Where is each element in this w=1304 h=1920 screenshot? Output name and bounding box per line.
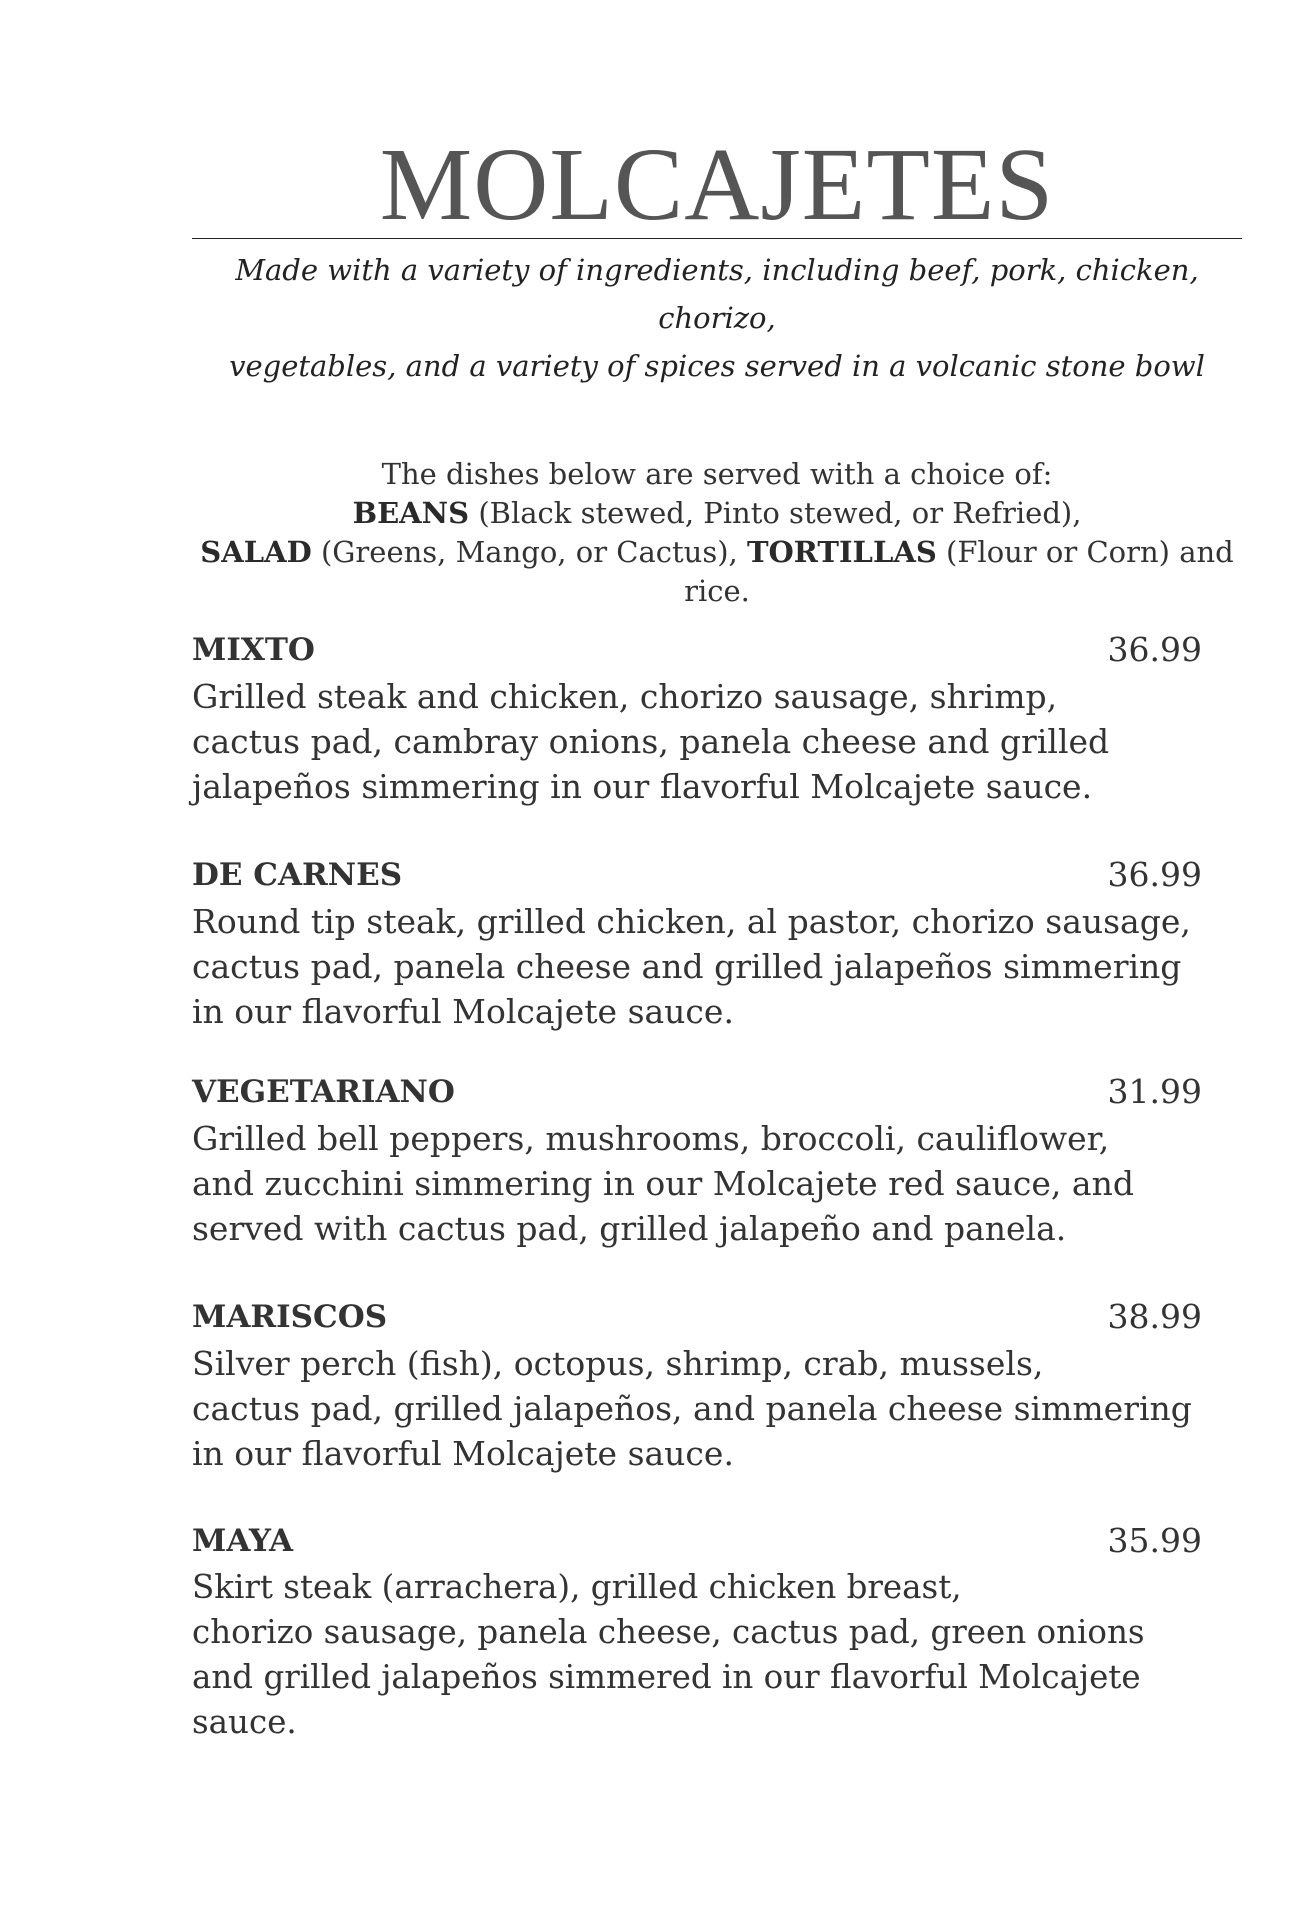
menu-item-maya (192, 1519, 1252, 1745)
item-price: 38.99 (1107, 1297, 1202, 1336)
item-description: Skirt steak (arrachera), grilled chicken breast, chorizo sausage, panela cheese, cactus pad, green onions and grilled jalapeños simmered in our flavorful Molcajete sauce. (192, 1568, 1145, 1741)
item-price: 35.99 (1107, 1521, 1202, 1560)
item-name: MARISCOS (192, 1299, 388, 1335)
item-description: Grilled bell peppers, mushrooms, broccoli, cauliflower, and zucchini simmering in our Molcajete red sauce, and served with cactus pad, grilled jalapeño and panela. (192, 1119, 1134, 1248)
tortillas-options: (Flour or Corn) and rice. (684, 535, 1234, 608)
choice-intro: The dishes below are served with a choice of: (381, 457, 1053, 491)
item-description: Silver perch (fish), octopus, shrimp, crab, mussels, cactus pad, grilled jalapeños, and panela cheese simmering in our flavorful Molcajete sauce. (192, 1344, 1192, 1473)
item-name: MAYA (192, 1523, 294, 1559)
tortillas-label: TORTILLAS (746, 535, 937, 569)
title-divider (192, 238, 1242, 239)
item-price: 36.99 (1107, 855, 1202, 894)
sides-choice-note (180, 455, 1254, 611)
item-name: VEGETARIANO (192, 1074, 455, 1110)
salad-label: SALAD (200, 535, 312, 569)
item-price: 31.99 (1107, 1072, 1202, 1111)
page-title: MOLCAJETES (379, 127, 1055, 242)
beans-options: (Black stewed, Pinto stewed, or Refried), (469, 496, 1082, 530)
menu-item-mixto (192, 628, 1202, 809)
item-price: 36.99 (1107, 630, 1202, 669)
salad-options: (Greens, Mango, or Cactus), (311, 535, 747, 569)
menu-item-mariscos (192, 1295, 1202, 1476)
choice-salad-tortillas-line (180, 533, 1254, 611)
item-description: Round tip steak, grilled chicken, al pastor, chorizo sausage, cactus pad, panela cheese and grilled jalapeños simmering in our flavorful Molcajete sauce. (192, 902, 1191, 1031)
section-subtitle (180, 246, 1254, 390)
menu-item-de-carnes (192, 853, 1202, 1034)
beans-label: BEANS (352, 496, 470, 530)
menu-item-vegetariano (192, 1070, 1202, 1251)
item-name: DE CARNES (192, 857, 403, 893)
choice-beans-line (180, 494, 1254, 533)
item-name: MIXTO (192, 632, 315, 668)
item-description: Grilled steak and chicken, chorizo sausage, shrimp, cactus pad, cambray onions, panela cheese and grilled jalapeños simmering in our flavorful Molcajete sauce. (192, 677, 1110, 806)
subtitle-text: Made with a variety of ingredients, including beef, pork, chicken, chorizo, vegetables, and a variety of spices served in a volcanic stone bowl (229, 253, 1205, 383)
